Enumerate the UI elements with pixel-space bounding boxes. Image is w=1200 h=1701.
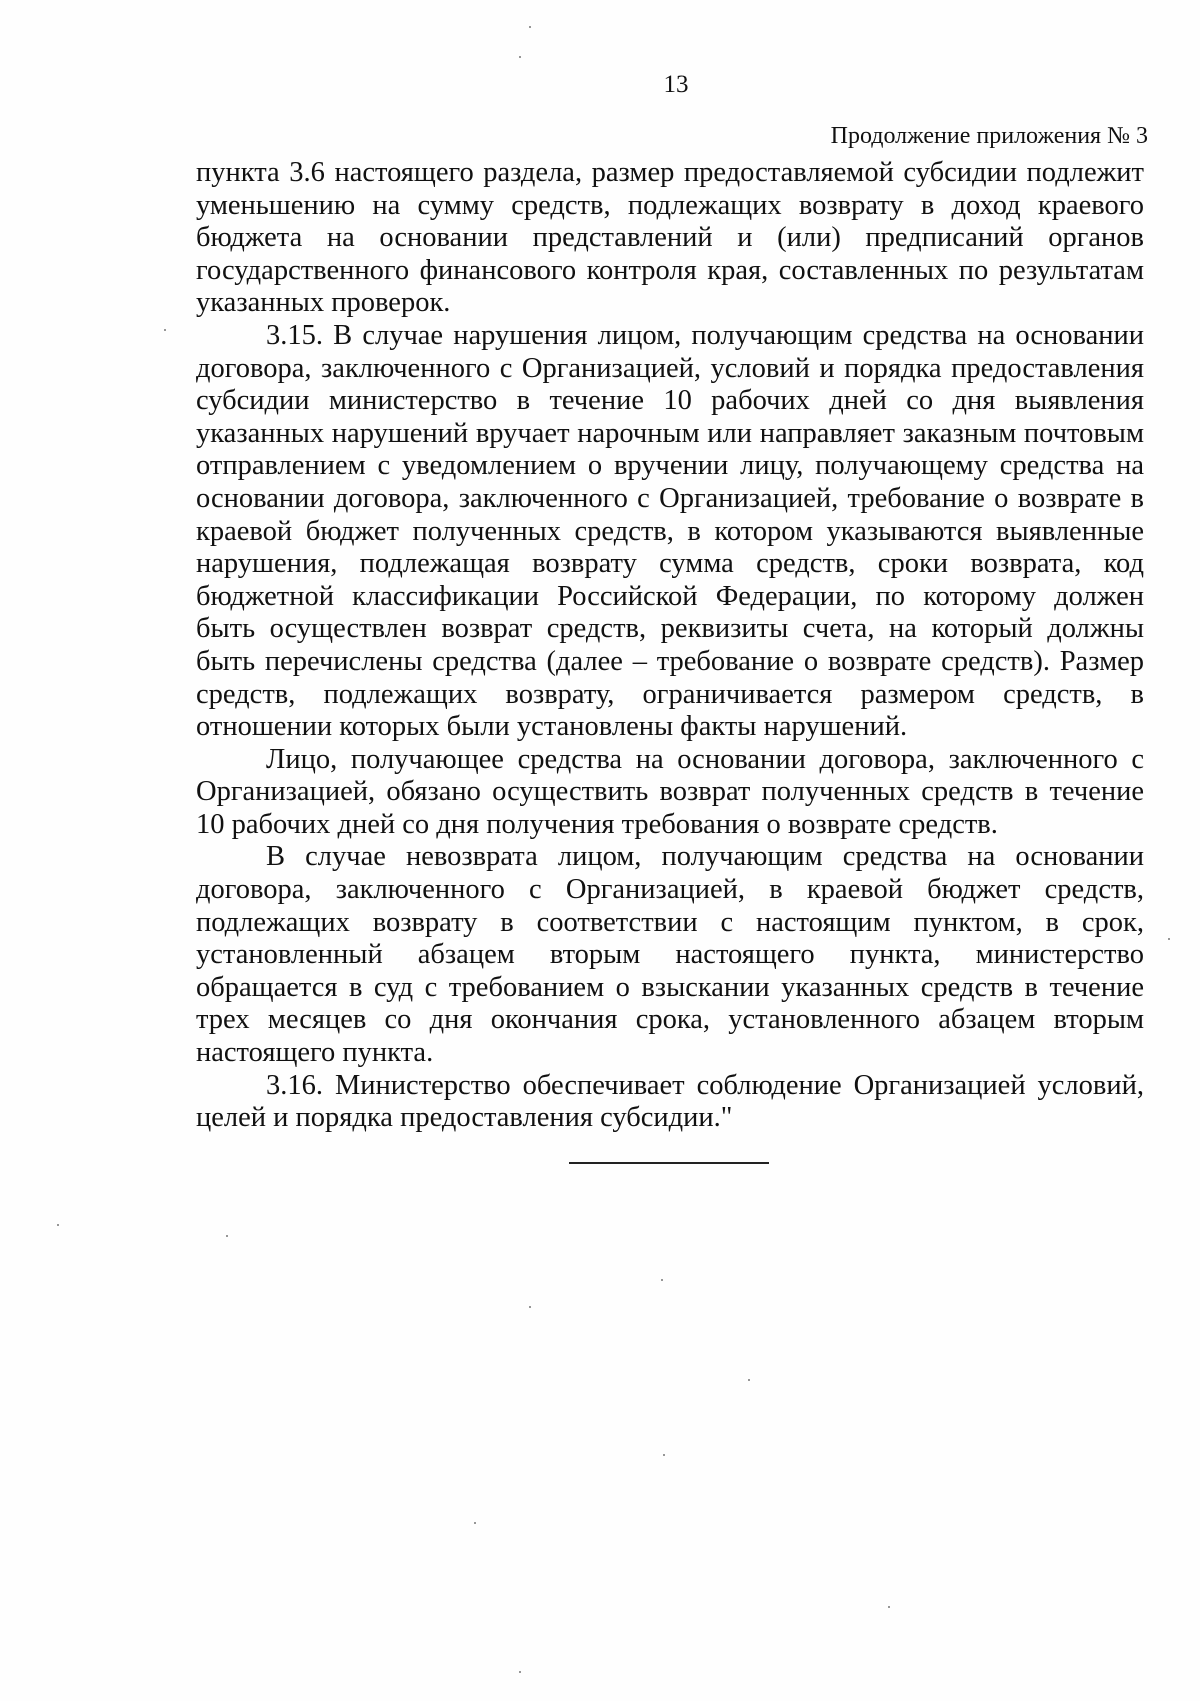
- scan-speck: [888, 1606, 890, 1608]
- scan-speck: [663, 1454, 665, 1456]
- paragraph-non-return: В случае невозврата лицом, получающим средства на основании договора, заключенного с Организацией, в краевой бюджет средств, подлежащих возврату в соответствии с настоящим пунктом, в срок, установленный абзацем вторым настоящего пункта, министерство обращается в суд с требованием о взыскании указанных средств в течение трех месяцев со дня окончания срока, установленного абзацем вторым настоящего пункта.: [196, 841, 1144, 1069]
- scan-speck: [519, 56, 521, 58]
- appendix-continuation-note: Продолжение приложения № 3: [830, 123, 1148, 149]
- scan-speck: [1168, 938, 1170, 940]
- scan-speck: [474, 1522, 476, 1524]
- scan-speck: [529, 1306, 531, 1308]
- paragraph-continuation: пункта 3.6 настоящего раздела, размер предоставляемой субсидии подлежит уменьшению на сумму средств, подлежащих возврату в доход краевого бюджета на основании представлений и (или) предписаний органов государственного финансового контроля края, составленных по результатам указанных проверок.: [196, 157, 1144, 319]
- paragraph-3-16: 3.16. Министерство обеспечивает соблюдение Организацией условий, целей и порядка предоставления субсидии.": [196, 1069, 1144, 1134]
- scan-speck: [57, 1224, 59, 1226]
- page-number-text: 13: [663, 71, 689, 98]
- scan-speck: [529, 26, 531, 28]
- document-body: [196, 157, 1144, 1135]
- scan-speck: [226, 1235, 228, 1237]
- scan-speck: [519, 1671, 521, 1673]
- scan-speck: [164, 329, 166, 331]
- scan-speck: [661, 1279, 663, 1281]
- closing-horizontal-rule: [569, 1162, 769, 1164]
- paragraph-3-15: 3.15. В случае нарушения лицом, получающим средства на основании договора, заключенного с Организацией, условий и порядка предоставления субсидии министерство в течение 10 рабочих дней со дня выявления указанных нарушений вручает нарочным или направляет заказным почтовым отправлением с уведомлением о вручении лицу, получающему средства на основании договора, заключенного с Организацией, требование о возврате в краевой бюджет полученных средств, в котором указываются выявленные нарушения, подлежащая возврату сумма средств, сроки возврата, код бюджетной классификации Российской Федерации, по которому должен быть осуществлен возврат средств, реквизиты счета, на который должны быть перечислены средства (далее – требование о возврате средств). Размер средств, подлежащих возврату, ограничивается размером средств, в отношении которых были установлены факты нарушений.: [196, 319, 1144, 743]
- paragraph-return-obligation: Лицо, получающее средства на основании договора, заключенного с Организацией, обязано осуществить возврат полученных средств в течение 10 рабочих дней со дня получения требования о возврате средств.: [196, 743, 1144, 840]
- page-number: [0, 70, 1200, 100]
- scan-speck: [748, 1379, 750, 1381]
